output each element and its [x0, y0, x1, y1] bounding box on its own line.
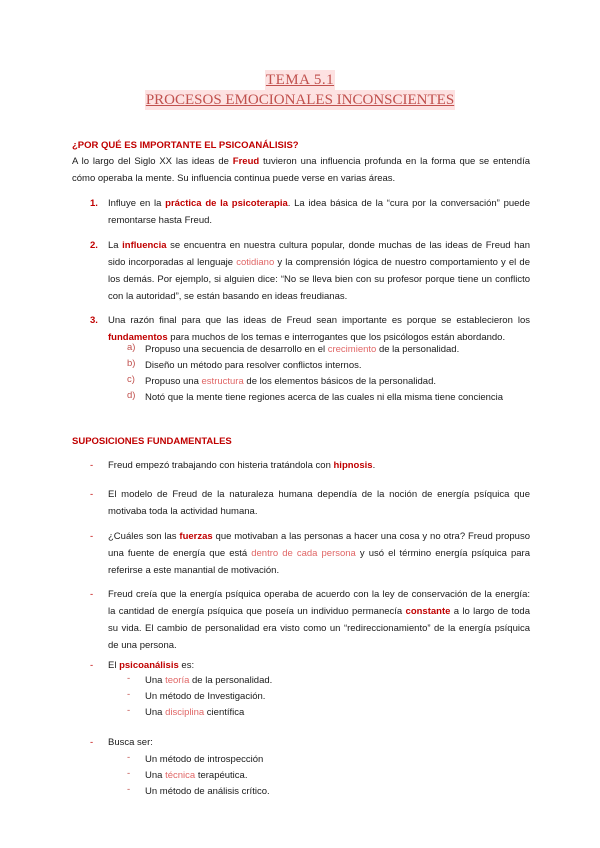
- sub-text: Una: [145, 707, 166, 718]
- section-heading-assumptions: SUPOSICIONES FUNDAMENTALES: [72, 436, 232, 447]
- bullet-highlight: dentro de cada persona: [251, 548, 356, 559]
- bullet-item-3: [108, 528, 530, 579]
- item-text: Una razón final para que las ideas de Freud sean importante es porque se establecieron los: [108, 315, 530, 326]
- bullet-text: que motivaban a las personas a hacer una cosa y no otra? Freud propuso una fuente de energía que está: [108, 531, 530, 559]
- sub-highlight: crecimiento: [327, 344, 377, 355]
- sub-bullet-dash: -: [127, 689, 131, 700]
- list-number-3: 3.: [90, 315, 98, 326]
- sub-letter-c: c): [127, 374, 135, 385]
- sub-item-d: [145, 390, 503, 405]
- sub-text: terapéutica.: [195, 770, 248, 781]
- bullet-item-2: El modelo de Freud de la naturaleza humana dependía de la noción de energía psíquica que motivaba toda la actividad humana.: [108, 489, 530, 517]
- freud-highlight: Freud: [232, 156, 260, 167]
- bullet-text: y usó el término energía psíquica para referirse a este manantial de motivación.: [108, 548, 531, 576]
- item-text: y la comprensión lógica de nuestro comportamiento y el de los demás. Por ejemplo, si alguien dice: “No se lleva bien con su profesor porque tiene un conflicto con la autoridad”, se están basando en ideas freudianas.: [108, 257, 530, 302]
- sub-text: Una: [145, 675, 166, 686]
- bullet-text: Freud empezó trabajando con histeria tratándola con: [108, 460, 334, 471]
- sub-bullet-dash: -: [127, 673, 131, 684]
- sub-item-a: [145, 342, 459, 357]
- sub-text: Propuso una secuencia de desarrollo en el: [145, 344, 328, 355]
- list-item-1: [108, 195, 530, 229]
- bullet-text: El: [108, 660, 120, 671]
- title-subject: PROCESOS EMOCIONALES INCONSCIENTES: [145, 92, 455, 108]
- sub-bullet-5: [145, 768, 247, 783]
- bullet-dash: -: [90, 489, 94, 500]
- list-number-2: 2.: [90, 240, 98, 251]
- bullet-text: .: [372, 460, 376, 471]
- bullet-item-4: [108, 586, 530, 654]
- bullet-item-1: [108, 457, 530, 474]
- sub-letter-a: a): [127, 342, 136, 353]
- list-number-1: 1.: [90, 198, 98, 209]
- bullet-highlight: psicoanálisis: [119, 660, 179, 671]
- sub-bullet-2: [145, 689, 265, 704]
- item-text: para muchos de los temas e interrogantes que los psicólogos están abordando.: [167, 332, 506, 343]
- bullet-text: es:: [178, 660, 195, 671]
- sub-item-b: [145, 358, 362, 373]
- sub-text: científica: [204, 707, 245, 718]
- sub-text: de la personalidad.: [189, 675, 273, 686]
- sub-highlight: técnica: [165, 770, 196, 781]
- item-text: se encuentra en nuestra cultura popular, donde muchas de las ideas de Freud han sido incorporadas al lenguaje: [108, 240, 530, 268]
- sub-text: Una: [145, 770, 166, 781]
- bullet-text: a lo largo de toda su vida. El cambio de personalidad era visto como un “redireccionamiento” de la energía psíquica de una persona.: [108, 606, 531, 651]
- sub-text: Propuso una: [145, 376, 202, 387]
- item-highlight: práctica de la psicoterapia: [165, 198, 288, 209]
- bullet-text: Freud creía que la energía psíquica operaba de acuerdo con la ley de conservación de la energía: la cantidad de energía psíquica que poseía un individuo permanecía: [108, 589, 530, 617]
- sub-letter-b: b): [127, 358, 136, 369]
- sub-bullet-1: [145, 673, 272, 688]
- sub-text: Un método de análisis crítico.: [145, 786, 270, 797]
- item-highlight: fundamentos: [108, 332, 168, 343]
- sub-text: Notó que la mente tiene regiones acerca de las cuales ni ella misma tiene conciencia: [145, 392, 504, 403]
- bullet-item-5: [108, 657, 530, 674]
- bullet-highlight: constante: [405, 606, 451, 617]
- sub-bullet-dash: -: [127, 784, 131, 795]
- bullet-highlight: fuerzas: [179, 531, 213, 542]
- item-text: Influye en la: [108, 198, 166, 209]
- sub-highlight: disciplina: [165, 707, 205, 718]
- bullet-dash: -: [90, 589, 94, 600]
- intro-text: A lo largo del Siglo XX las ideas de: [72, 156, 233, 167]
- sub-bullet-dash: -: [127, 768, 131, 779]
- sub-bullet-4: [145, 752, 263, 767]
- sub-bullet-dash: -: [127, 752, 131, 763]
- sub-item-c: [145, 374, 436, 389]
- bullet-dash: -: [90, 660, 94, 671]
- item-text: . La idea básica de la “cura por la conversación” puede remontarse hasta Freud.: [108, 198, 530, 226]
- sub-highlight: estructura: [201, 376, 244, 387]
- bullet-dash: -: [90, 460, 94, 471]
- bullet-highlight: hipnosis: [333, 460, 373, 471]
- item-highlight: cotidiano: [236, 257, 275, 268]
- bullet-text: ¿Cuáles son las: [108, 531, 180, 542]
- sub-letter-d: d): [127, 390, 136, 401]
- sub-bullet-3: [145, 705, 244, 720]
- item-text: La: [108, 240, 123, 251]
- sub-highlight: teoría: [165, 675, 190, 686]
- list-item-3: [108, 312, 530, 346]
- list-item-2: [108, 237, 530, 305]
- sub-text: Un método de Investigación.: [145, 691, 266, 702]
- intro-text-end: tuvieron una influencia profunda en la forma que se entendía cómo operaba la mente. Su influencia continua puede verse en varias áreas.: [72, 156, 530, 184]
- sub-bullet-dash: -: [127, 705, 131, 716]
- bullet-dash: -: [90, 531, 94, 542]
- intro-paragraph: [72, 153, 530, 187]
- bullet-item-6: Busca ser:: [108, 737, 153, 748]
- sub-text: de los elementos básicos de la personalidad.: [243, 376, 436, 387]
- sub-text: Un método de introspección: [145, 754, 264, 765]
- document-title: [0, 70, 600, 110]
- sub-bullet-6: [145, 784, 270, 799]
- title-topic: TEMA 5.1: [265, 72, 335, 88]
- section-heading-importance: ¿POR QUÉ ES IMPORTANTE EL PSICOANÁLISIS?: [72, 140, 299, 151]
- sub-text: de la personalidad.: [376, 344, 460, 355]
- item-highlight: influencia: [122, 240, 167, 251]
- bullet-dash: -: [90, 737, 94, 748]
- sub-text: Diseño un método para resolver conflictos internos.: [145, 360, 362, 371]
